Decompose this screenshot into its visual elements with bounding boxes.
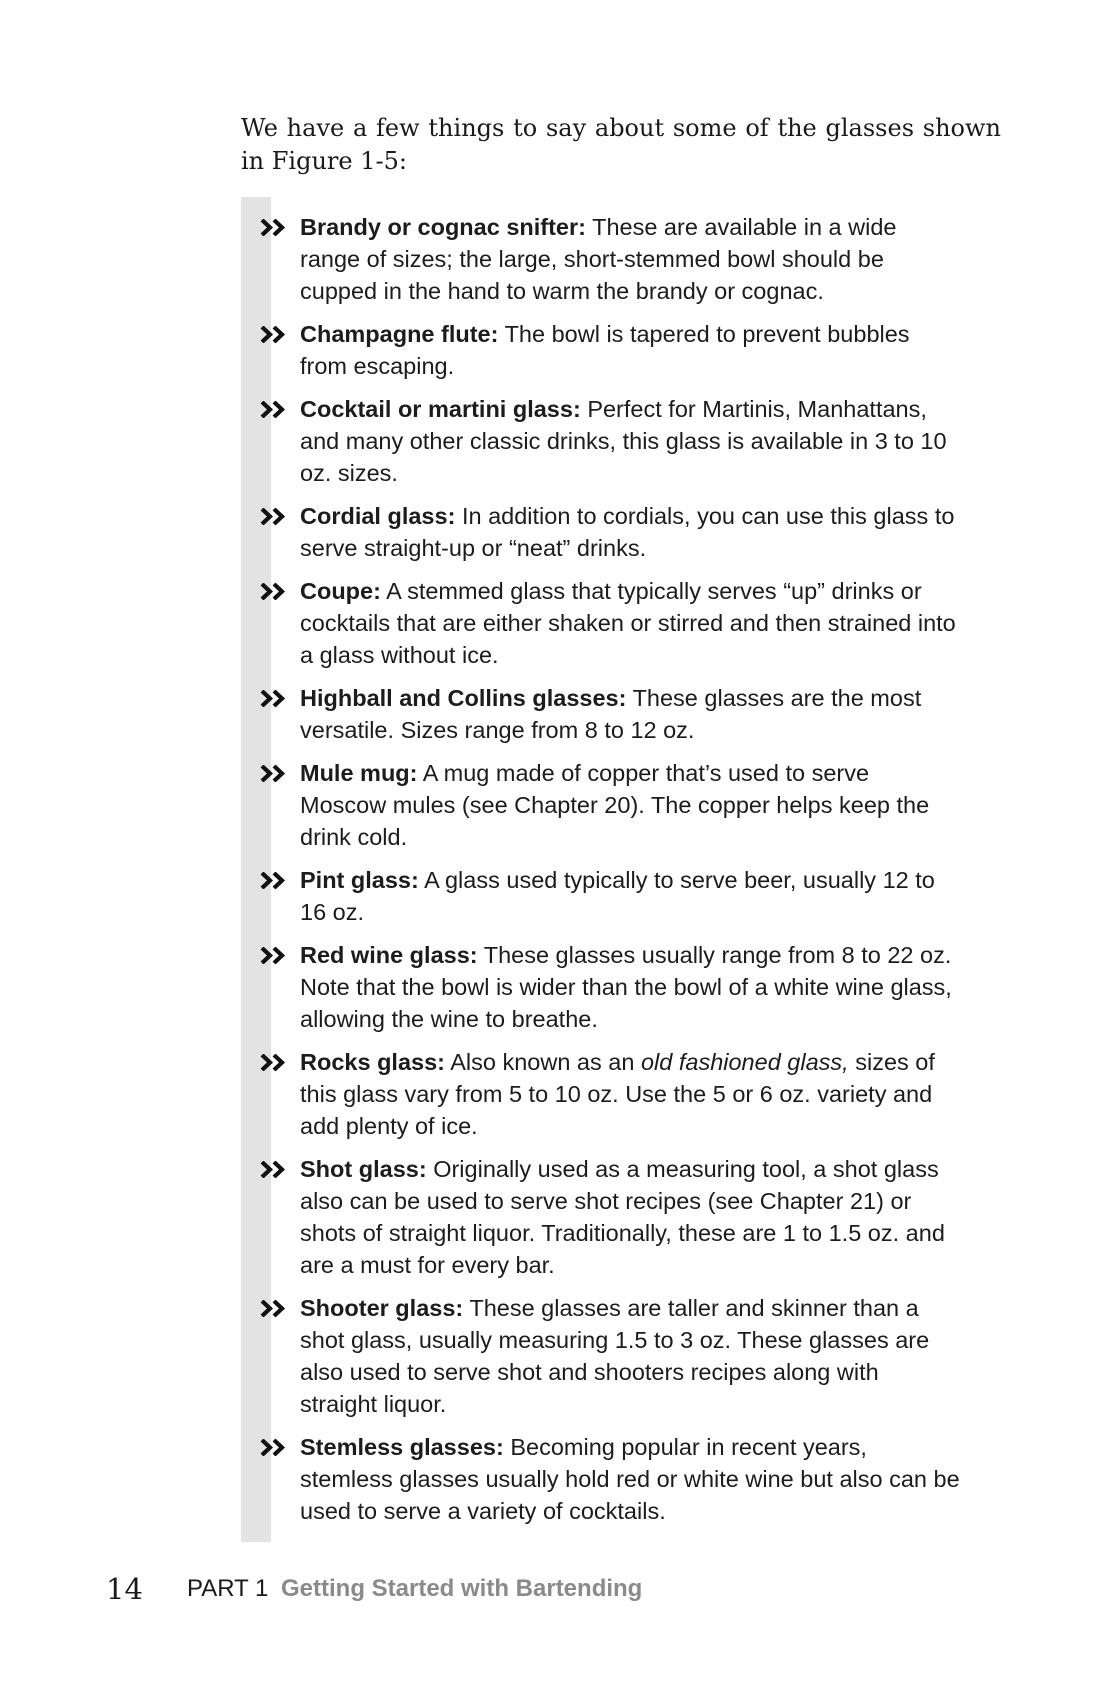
list-item	[241, 757, 961, 853]
item-term: Stemless glasses:	[300, 1434, 504, 1460]
list-item	[241, 393, 961, 489]
item-body: In addition to cordials, you can use this glass to serve straight-up or “neat” drinks.	[300, 503, 955, 561]
item-body-before: Also known as an	[450, 1049, 635, 1075]
double-chevron-right-icon	[260, 583, 288, 600]
item-term: Coupe:	[300, 578, 381, 604]
list-item	[241, 211, 961, 307]
double-chevron-right-icon	[260, 1161, 288, 1178]
page-number: 14	[106, 1572, 143, 1606]
double-chevron-right-icon	[260, 1439, 288, 1456]
double-chevron-right-icon	[260, 690, 288, 707]
item-term: Shot glass:	[300, 1156, 427, 1182]
intro-paragraph: We have a few things to say about some of the glasses shown in Figure 1-5:	[241, 114, 1001, 175]
item-term: Cordial glass:	[300, 503, 456, 529]
item-term: Pint glass:	[300, 867, 419, 893]
item-term: Rocks glass:	[300, 1049, 445, 1075]
item-body: These glasses usually range from 8 to 22 oz. Note that the bowl is wider than the bowl of a white wine glass, allowing the wine to breathe.	[300, 942, 952, 1032]
item-body: Becoming popular in recent years, stemless glasses usually hold red or white wine but also can be used to serve a variety of cocktails.	[300, 1434, 960, 1524]
item-term: Shooter glass:	[300, 1295, 464, 1321]
double-chevron-right-icon	[260, 765, 288, 782]
bullet-list-block	[241, 197, 961, 1542]
item-term: Highball and Collins glasses:	[300, 685, 627, 711]
item-body: A glass used typically to serve beer, usually 12 to 16 oz.	[300, 867, 935, 925]
double-chevron-right-icon	[260, 219, 288, 236]
item-body: These are available in a wide range of sizes; the large, short-stemmed bowl should be cupped in the hand to warm the brandy or cognac.	[300, 214, 897, 304]
glass-type-list	[241, 211, 961, 1538]
part-label: PART 1	[187, 1575, 269, 1602]
item-body: A mug made of copper that’s used to serve Moscow mules (see Chapter 20). The copper helps keep the drink cold.	[300, 760, 930, 850]
list-item	[241, 1046, 961, 1142]
part-title: Getting Started with Bartending	[281, 1575, 643, 1602]
list-item	[241, 682, 961, 746]
list-item	[241, 1431, 961, 1527]
double-chevron-right-icon	[260, 401, 288, 418]
item-body: Perfect for Martinis, Manhattans, and many other classic drinks, this glass is available in 3 to 10 oz. sizes.	[300, 396, 947, 486]
item-term: Mule mug:	[300, 760, 418, 786]
item-term: Brandy or cognac snifter:	[300, 214, 586, 240]
item-body-after: sizes of this glass vary from 5 to 10 oz. Use the 5 or 6 oz. variety and add plenty of ice.	[300, 1049, 935, 1139]
item-body-italic: old fashioned glass,	[640, 1049, 849, 1075]
list-item	[241, 318, 961, 382]
double-chevron-right-icon	[260, 947, 288, 964]
double-chevron-right-icon	[260, 326, 288, 343]
list-item	[241, 500, 961, 564]
list-item	[241, 1153, 961, 1281]
item-body: These glasses are taller and skinner than a shot glass, usually measuring 1.5 to 3 oz. These glasses are also used to serve shot and shooters recipes along with straight liquor.	[300, 1295, 930, 1417]
list-item	[241, 1292, 961, 1420]
item-term: Champagne flute:	[300, 321, 499, 347]
item-body: A stemmed glass that typically serves “up” drinks or cocktails that are either shaken or stirred and then strained into a glass without ice.	[300, 578, 956, 668]
item-term: Red wine glass:	[300, 942, 478, 968]
list-item	[241, 864, 961, 928]
double-chevron-right-icon	[260, 872, 288, 889]
item-term: Cocktail or martini glass:	[300, 396, 581, 422]
list-item	[241, 575, 961, 671]
double-chevron-right-icon	[260, 1054, 288, 1071]
item-body: These glasses are the most versatile. Sizes range from 8 to 12 oz.	[300, 685, 922, 743]
double-chevron-right-icon	[260, 508, 288, 525]
item-body: The bowl is tapered to prevent bubbles from escaping.	[300, 321, 910, 379]
double-chevron-right-icon	[260, 1300, 288, 1317]
item-body: Originally used as a measuring tool, a shot glass also can be used to serve shot recipes (see Chapter 21) or shots of straight liquor. Traditionally, these are 1 to 1.5 oz. and are a must for every bar.	[300, 1156, 945, 1278]
list-item	[241, 939, 961, 1035]
